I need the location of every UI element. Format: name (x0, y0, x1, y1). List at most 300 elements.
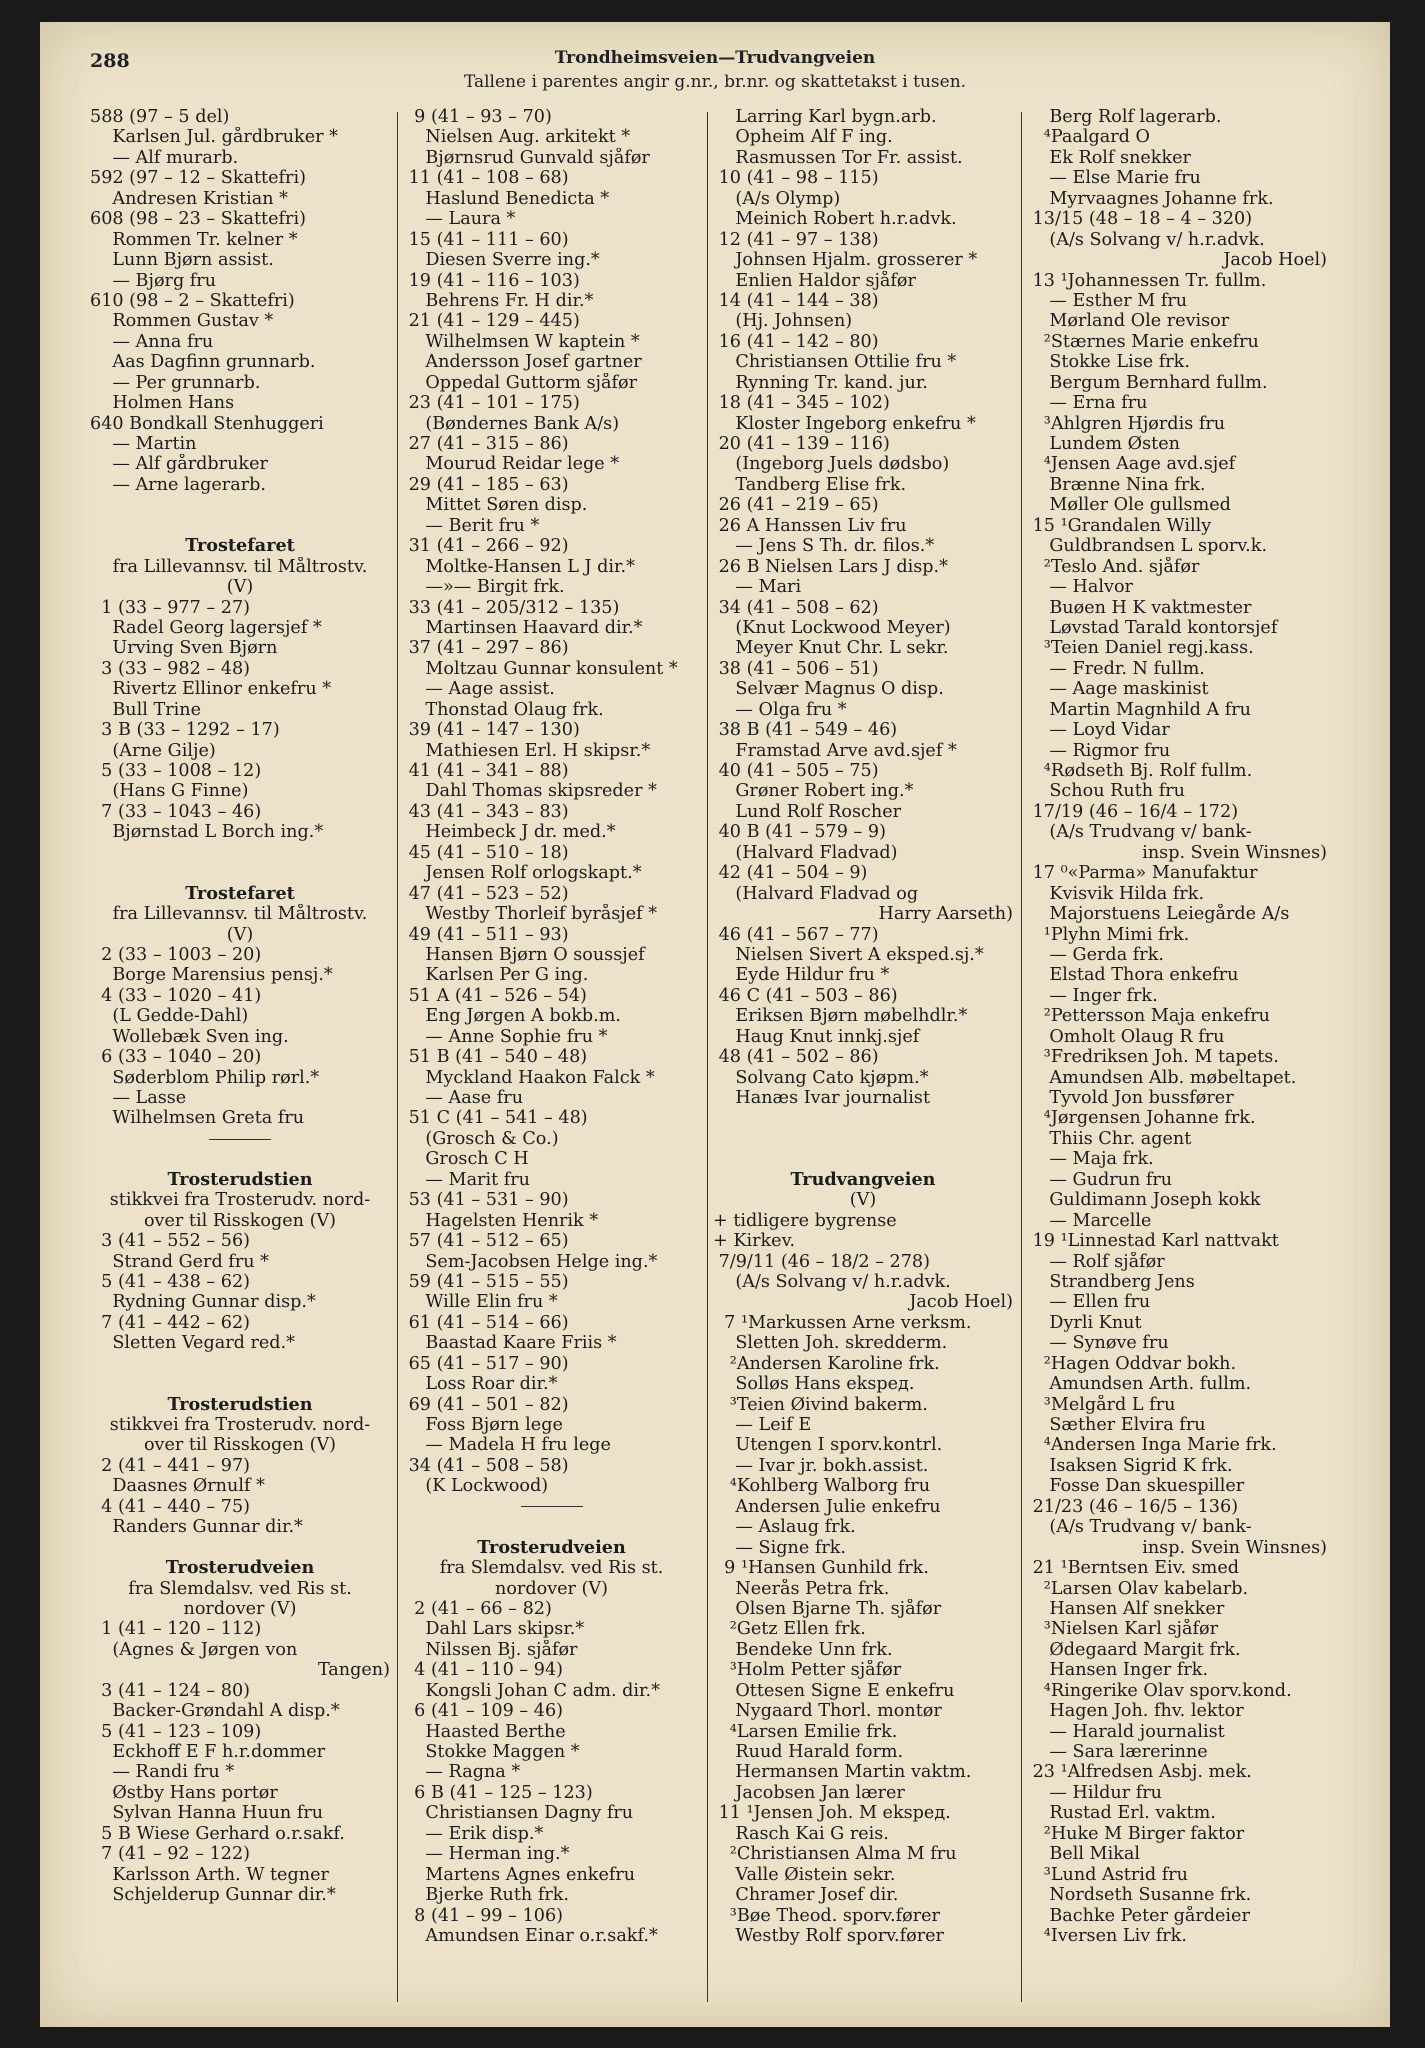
directory-entry: (Hj. Johnsen) (713, 311, 853, 332)
directory-entry: 43 (41 – 343 – 83) (403, 801, 569, 822)
street-description: stikkvei fra Trosterudv. nord- (109, 1190, 371, 1211)
street-heading: Trosterudstien (167, 1394, 313, 1415)
directory-entry: 21 (41 – 129 – 445) (403, 311, 580, 332)
directory-entry: Wollebæk Sven ing. (90, 1026, 289, 1047)
directory-entry: Sletten Joh. skredderm. (713, 1333, 948, 1354)
directory-entry: 14 (41 – 144 – 38) (713, 290, 879, 311)
directory-entry: 13 ¹Johannessen Tr. fullm. (1027, 270, 1267, 291)
directory-entry: — Lasse (90, 1088, 187, 1108)
directory-entry: (A/s Solvang v/ h.r.advk. (1027, 229, 1265, 250)
blank-line (713, 1149, 1013, 1169)
entry-continuation: Jacob Hoel) (1223, 250, 1327, 271)
directory-entry: Bjerke Ruth frk. (403, 1885, 569, 1906)
directory-entry: 3 (33 – 982 – 48) (90, 658, 251, 679)
directory-entry: 48 (41 – 502 – 86) (713, 1047, 879, 1068)
directory-entry: ²Christiansen Alma M fru (713, 1844, 957, 1865)
directory-entry: ³Fredriksen Joh. M tapets. (1027, 1047, 1279, 1068)
directory-entry: 19 (41 – 116 – 103) (403, 270, 580, 291)
directory-entry: — Per grunnarb. (90, 372, 261, 393)
directory-entry: 31 (41 – 266 – 92) (403, 536, 569, 557)
directory-entry: Moltke-Hansen L J dir.* (403, 556, 635, 577)
directory-entry: Myckland Haakon Falck * (403, 1067, 655, 1088)
blank-line (90, 863, 390, 883)
directory-entry: Meyer Knut Chr. L sekr. (713, 638, 949, 659)
directory-entry: —»— Birgit frk. (403, 577, 565, 598)
directory-entry: 51 B (41 – 540 – 48) (403, 1047, 588, 1068)
directory-entry: Østby Hans portør (90, 1782, 278, 1803)
directory-entry: (A/s Trudvang v/ bank- (1027, 1517, 1252, 1538)
directory-entry: — Gerda frk. (1027, 944, 1164, 965)
directory-entry: Wilhelmsen W kaptein * (403, 331, 640, 352)
directory-entry: Grøner Robert ing.* (713, 781, 914, 802)
directory-entry: — Aase fru (403, 1088, 524, 1108)
directory-entry: — Olga fru * (713, 699, 847, 720)
blank-line (713, 1108, 1013, 1128)
directory-entry: Martin Magnhild A fru (1027, 699, 1251, 720)
street-description: fra Slemdalsv. ved Ris st. (439, 1558, 664, 1579)
directory-entry: — Arne lagerarb. (90, 474, 266, 495)
directory-entry: — Else Marie fru (1027, 168, 1201, 189)
directory-entry: Amundsen Einar o.r.sakf.* (403, 1925, 658, 1946)
directory-entry: 4 (41 – 110 – 94) (403, 1660, 564, 1681)
directory-entry: + Kirkev. (713, 1231, 796, 1252)
directory-entry: 7 (41 – 442 – 62) (90, 1312, 251, 1333)
directory-entry: — Aslaug frk. (713, 1517, 856, 1538)
directory-entry: 19 ¹Linnestad Karl nattvakt (1027, 1231, 1279, 1252)
column-divider (397, 112, 398, 2002)
directory-entry: 21 ¹Berntsen Eiv. smed (1027, 1558, 1240, 1579)
directory-entry: 11 ¹Jensen Joh. M ekspeд. (713, 1803, 951, 1824)
directory-entry: 26 B Nielsen Lars J disp.* (713, 556, 948, 577)
directory-entry: Hansen Bjørn O soussjef (403, 944, 645, 965)
directory-entry: Jacobsen Jan lærer (713, 1782, 905, 1803)
directory-entry: ⁴Kohlberg Walborg fru (713, 1476, 931, 1497)
directory-entry: 38 (41 – 506 – 51) (713, 658, 879, 679)
entry-continuation: Harry Aarseth) (878, 904, 1013, 925)
directory-entry: — Halvor (1027, 577, 1133, 598)
directory-entry: Lundem Østen (1027, 434, 1180, 454)
directory-entry: (A/s Olymp) (713, 188, 841, 209)
directory-entry: Framstad Arve avd.sjef * (713, 740, 957, 761)
directory-entry: Jensen Rolf orlogskapt.* (403, 863, 642, 884)
directory-entry: Dyrli Knut (1027, 1312, 1142, 1333)
directory-entry: — Erik disp.* (403, 1823, 544, 1844)
directory-entry: 2 (41 – 441 – 97) (90, 1455, 251, 1476)
directory-entry: ⁴Jensen Aage avd.sjef (1027, 454, 1236, 475)
directory-entry: ³Bøe Theod. sporv.fører (713, 1905, 940, 1926)
directory-entry: 5 (41 – 438 – 62) (90, 1271, 251, 1292)
directory-entry: — Randi fru * (90, 1762, 235, 1783)
directory-entry: Strandberg Jens (1027, 1271, 1195, 1292)
directory-entry: Mørland Ole revisor (1027, 311, 1230, 332)
directory-entry: ²Teslo And. sjåfør (1027, 556, 1200, 577)
directory-entry: Mourud Reidar lege * (403, 454, 620, 475)
directory-entry: Eyde Hildur fru * (713, 965, 890, 986)
directory-entry: 47 (41 – 523 – 52) (403, 883, 569, 904)
directory-entry: Hagen Joh. fhv. lektor (1027, 1701, 1244, 1722)
directory-entry: 51 C (41 – 541 – 48) (403, 1108, 588, 1129)
directory-entry: Lund Rolf Roscher (713, 801, 902, 822)
directory-entry: Lunn Bjørn assist. (90, 250, 274, 271)
directory-entry: — Sara lærerinne (1027, 1742, 1208, 1762)
directory-entry: Bull Trine (90, 699, 201, 720)
directory-entry: Nordseth Susanne frk. (1027, 1885, 1252, 1906)
street-description: over til Risskogen (V) (143, 1210, 337, 1231)
directory-entry: — Jens S Th. dr. filos.* (713, 536, 935, 557)
directory-entry: (Arne Gilje) (90, 740, 216, 761)
directory-entry: Radel Georg lagersjef * (90, 617, 322, 638)
directory-entry: Elstad Thora enkefru (1027, 965, 1239, 986)
directory-entry: — Anne Sophie fru * (403, 1026, 608, 1047)
directory-entry: (Bøndernes Bank A/s) (403, 413, 620, 434)
column-divider (1021, 112, 1022, 2002)
directory-entry: 5 (33 – 1008 – 12) (90, 761, 262, 781)
directory-entry: 46 C (41 – 503 – 86) (713, 985, 898, 1006)
section-divider (403, 1497, 700, 1517)
directory-entry: Hansen Alf snekker (1027, 1598, 1225, 1619)
directory-entry: Myrvaagnes Johanne frk. (1027, 188, 1274, 209)
directory-entry: Thiis Chr. agent (1027, 1128, 1192, 1149)
directory-entry: Andresen Kristian * (90, 188, 288, 209)
directory-entry: — Alf murarb. (90, 147, 239, 168)
directory-entry: — Synøve fru (1027, 1333, 1169, 1354)
directory-entry: Isaksen Sigrid K frk. (1027, 1455, 1233, 1476)
directory-entry: — Ivar jr. bokh.assist. (713, 1455, 929, 1476)
directory-entry: — Anna fru (90, 331, 214, 352)
directory-entry: Sylvan Hanna Huun fru (90, 1803, 324, 1824)
directory-entry: Neerås Petra frk. (713, 1578, 890, 1599)
directory-entry: 20 (41 – 139 – 116) (713, 434, 890, 454)
directory-entry: 3 (41 – 124 – 80) (90, 1680, 251, 1701)
directory-entry: 57 (41 – 512 – 65) (403, 1231, 569, 1252)
directory-entry: Rustad Erl. vaktm. (1027, 1803, 1216, 1824)
blank-line (90, 495, 390, 515)
blank-line (90, 843, 390, 863)
directory-entry: ²Stærnes Marie enkefru (1027, 331, 1259, 352)
directory-entry: Nygaard Thorl. montør (713, 1701, 942, 1722)
street-heading: Trudvangveien (790, 1169, 936, 1190)
directory-entry: Haslund Benedicta * (403, 188, 610, 209)
directory-entry: 21/23 (46 – 16/5 – 136) (1027, 1496, 1239, 1517)
directory-entry: — Rolf sjåfør (1027, 1251, 1165, 1272)
directory-entry: 41 (41 – 341 – 88) (403, 761, 569, 781)
street-description: over til Risskogen (V) (143, 1435, 337, 1456)
directory-entry: Sletten Vegard red.* (90, 1333, 295, 1354)
directory-entry: 6 (33 – 1040 – 20) (90, 1047, 262, 1068)
directory-entry: — Aage assist. (403, 679, 555, 700)
directory-entry: Eriksen Bjørn møbelhdlr.* (713, 1006, 968, 1027)
directory-entry: (Agnes & Jørgen von (90, 1639, 298, 1660)
directory-entry: ⁴Rødseth Bj. Rolf fullm. (1027, 761, 1253, 781)
directory-entry: Ødegaard Margit frk. (1027, 1639, 1241, 1660)
directory-entry: Rivertz Ellinor enkefru * (90, 679, 332, 700)
directory-entry: Meinich Robert h.r.advk. (713, 209, 957, 230)
blank-line (90, 516, 390, 536)
directory-entry: Bachke Peter gårdeier (1027, 1905, 1250, 1926)
directory-entry: 1 (41 – 120 – 112) (90, 1619, 262, 1640)
directory-entry: Hanæs Ivar journalist (713, 1088, 931, 1108)
directory-entry: Karlsen Per G ing. (403, 965, 589, 986)
directory-entry: 69 (41 – 501 – 82) (403, 1394, 569, 1415)
directory-entry: — Fredr. N fullm. (1027, 658, 1205, 679)
directory-entry: 15 (41 – 111 – 60) (403, 229, 569, 250)
directory-entry: — Harald journalist (1027, 1721, 1225, 1742)
directory-entry: 34 (41 – 508 – 58) (403, 1455, 569, 1476)
directory-entry: Thonstad Olaug frk. (403, 699, 604, 720)
street-heading: Trosterudveien (165, 1558, 315, 1579)
directory-entry: — Marcelle (1027, 1210, 1152, 1231)
directory-entry: Bendeke Unn frk. (713, 1639, 893, 1660)
directory-entry: — Aage maskinist (1027, 679, 1209, 700)
directory-entry: Tyvold Jon bussfører (1027, 1088, 1234, 1108)
directory-entry: Rommen Tr. kelner * (90, 229, 298, 250)
directory-entry: ²Andersen Karoline frk. (713, 1353, 940, 1374)
directory-entry: 33 (41 – 205/312 – 135) (403, 597, 620, 618)
blank-line (90, 1149, 390, 1169)
directory-entry: ³Teien Øivind bakerm. (713, 1394, 928, 1415)
directory-entry: 2 (41 – 66 – 82) (403, 1598, 552, 1619)
directory-entry: Schjelderup Gunnar dir.* (90, 1885, 336, 1906)
directory-entry: ³Holm Petter sjåfør (713, 1660, 902, 1681)
directory-entry: 13/15 (48 – 18 – 4 – 320) (1027, 209, 1253, 230)
page-subtitle: Tallene i parentes angir g.nr., br.nr. og skattetakst i tusen. (463, 72, 967, 92)
directory-entry: Bergum Bernhard fullm. (1027, 372, 1268, 393)
directory-entry: ¹Plyhn Mimi frk. (1027, 924, 1190, 945)
street-description: (V) (849, 1190, 877, 1211)
directory-entry: Borge Marensius pensj.* (90, 965, 333, 986)
directory-entry: 40 (41 – 505 – 75) (713, 761, 879, 781)
directory-entry: 588 (97 – 5 del) (90, 107, 230, 127)
blank-line (90, 1354, 390, 1374)
directory-entry: Stokke Maggen * (403, 1742, 580, 1762)
directory-entry: Westby Thorleif byråsjef * (403, 904, 658, 925)
directory-entry: 40 B (41 – 579 – 9) (713, 822, 886, 843)
directory-entry: Omholt Olaug R fru (1027, 1026, 1225, 1047)
column-divider (707, 112, 708, 2002)
directory-entry: Nielsen Sivert A eksped.sj.* (713, 944, 984, 965)
directory-entry: ³Teien Daniel regj.kass. (1027, 638, 1254, 659)
directory-entry: 16 (41 – 142 – 80) (713, 331, 879, 352)
directory-entry: Rynning Tr. kand. jur. (713, 372, 928, 393)
street-description: stikkvei fra Trosterudv. nord- (109, 1415, 371, 1435)
section-divider (90, 1129, 390, 1149)
directory-entry: Andersson Josef gartner (403, 352, 642, 373)
directory-entry: (Hans G Finne) (90, 781, 249, 802)
directory-entry: (A/s Trudvang v/ bank- (1027, 822, 1252, 843)
directory-entry: — Maja frk. (1027, 1149, 1154, 1170)
directory-entry: — Hildur fru (1027, 1782, 1163, 1803)
directory-entry: Johnsen Hjalm. grosserer * (713, 250, 978, 271)
street-description: (V) (226, 577, 254, 598)
directory-entry: 5 (41 – 123 – 109) (90, 1721, 262, 1742)
directory-entry: Daasnes Ørnulf * (90, 1476, 265, 1497)
directory-entry: ³Ahlgren Hjørdis fru (1027, 413, 1226, 434)
directory-entry: Eng Jørgen A bokb.m. (403, 1006, 621, 1027)
directory-entry: Behrens Fr. H dir.* (403, 290, 594, 311)
directory-entry: Løvstad Tarald kontorsjef (1027, 617, 1278, 638)
directory-entry: 42 (41 – 504 – 9) (713, 863, 868, 884)
directory-entry: Loss Roar dir.* (403, 1374, 558, 1395)
directory-entry: 23 (41 – 101 – 175) (403, 393, 580, 414)
directory-entry: — Laura * (403, 209, 516, 230)
page-title: Trondheimsveien—Trudvangveien (554, 48, 876, 68)
directory-entry: Kvisvik Hilda frk. (1027, 883, 1205, 904)
directory-entry: Møller Ole gullsmed (1027, 495, 1231, 516)
directory-entry: Diesen Sverre ing.* (403, 250, 600, 271)
directory-entry: Oppedal Guttorm sjåfør (403, 372, 637, 393)
directory-entry: — Gudrun fru (1027, 1169, 1173, 1190)
directory-entry: Mathiesen Erl. H skipsr.* (403, 740, 651, 761)
directory-entry: ⁴Andersen Inga Marie frk. (1027, 1435, 1277, 1456)
directory-entry: Guldbrandsen L sporv.k. (1027, 536, 1268, 557)
street-description: fra Slemdalsv. ved Ris st. (128, 1578, 352, 1599)
directory-entry: Hagelsten Henrik * (403, 1210, 599, 1231)
entry-continuation: insp. Svein Winsnes) (1142, 1537, 1327, 1558)
street-description: nordover (V) (183, 1598, 297, 1619)
directory-entry: Mittet Søren disp. (403, 495, 588, 516)
directory-entry: Baastad Kaare Friis * (403, 1333, 617, 1354)
directory-entry: Ek Rolf snekker (1027, 147, 1191, 168)
directory-entry: 17 ⁰«Parma» Manufaktur (1027, 863, 1258, 884)
directory-entry: Buøen H K vaktmester (1027, 597, 1252, 618)
directory-entry: Karlsson Arth. W tegner (90, 1864, 329, 1885)
directory-entry: Sem-Jacobsen Helge ing.* (403, 1251, 658, 1272)
directory-entry: ⁴Ringerike Olav sporv.kond. (1027, 1680, 1292, 1701)
directory-entry: Valle Øistein sekr. (713, 1864, 896, 1885)
directory-entry: — Leif E (713, 1415, 812, 1435)
directory-entry: — Mari (713, 577, 802, 598)
directory-entry: 59 (41 – 515 – 55) (403, 1271, 569, 1292)
directory-entry: — Herman ing.* (403, 1844, 570, 1865)
directory-entry: 592 (97 – 12 – Skattefri) (90, 168, 306, 189)
directory-entry: Backer-Grøndahl A disp.* (90, 1701, 340, 1722)
directory-entry: Kongsli Johan C adm. dir.* (403, 1680, 660, 1701)
directory-entry: (Grosch & Co.) (403, 1128, 559, 1149)
directory-entry: 23 ¹Alfredsen Asbj. mek. (1027, 1762, 1252, 1783)
directory-entry: 640 Bondkall Stenhuggeri (90, 413, 324, 434)
directory-entry: Holmen Hans (90, 393, 235, 414)
directory-entry: 7 (33 – 1043 – 46) (90, 801, 262, 822)
directory-entry: 51 A (41 – 526 – 54) (403, 985, 587, 1006)
directory-entry: — Alf gårdbruker (90, 454, 268, 475)
directory-entry: Wille Elin fru * (403, 1292, 558, 1313)
directory-entry: 5 B Wiese Gerhard o.r.sakf. (90, 1823, 345, 1844)
directory-entry: — Marit fru (403, 1169, 531, 1190)
directory-entry: Fosse Dan skuespiller (1027, 1476, 1245, 1497)
directory-entry: Martinsen Haavard dir.* (403, 617, 643, 638)
directory-entry: (A/s Solvang v/ h.r.advk. (713, 1271, 951, 1292)
directory-entry: 610 (98 – 2 – Skattefri) (90, 290, 295, 311)
directory-entry: Dahl Lars skipsr.* (403, 1619, 585, 1640)
directory-entry: Dahl Thomas skipsreder * (403, 781, 657, 802)
directory-entry: 46 (41 – 567 – 77) (713, 924, 879, 945)
entry-continuation: Jacob Hoel) (909, 1292, 1013, 1313)
directory-entry: (L Gedde-Dahl) (90, 1006, 249, 1027)
directory-entry: (Knut Lockwood Meyer) (713, 617, 951, 638)
directory-entry: Strand Gerd fru * (90, 1251, 269, 1272)
directory-entry: Enlien Haldor sjåfør (713, 270, 916, 291)
directory-entry: — Ellen fru (1027, 1292, 1151, 1313)
page-number: 288 (90, 50, 130, 72)
directory-entry: 9 (41 – 93 – 70) (403, 107, 552, 127)
directory-entry: — Loyd Vidar (1027, 720, 1170, 741)
directory-entry: Aas Dagfinn grunnarb. (90, 352, 316, 373)
directory-entry: — Esther M fru (1027, 290, 1188, 311)
directory-entry: 27 (41 – 315 – 86) (403, 434, 569, 454)
directory-entry: (K Lockwood) (403, 1476, 549, 1497)
directory-entry: Sæther Elvira fru (1027, 1415, 1206, 1435)
directory-entry: 18 (41 – 345 – 102) (713, 393, 890, 414)
blank-line (403, 1517, 700, 1537)
directory-entry: Schou Ruth fru (1027, 781, 1185, 802)
entry-continuation: insp. Svein Winsnes) (1142, 842, 1327, 863)
directory-entry: 9 ¹Hansen Gunhild frk. (713, 1558, 929, 1579)
directory-entry: (Halvard Fladvad og (713, 883, 919, 904)
directory-entry: ²Getz Ellen frk. (713, 1619, 866, 1640)
column-3 (713, 107, 1013, 1946)
directory-entry: Rydning Gunnar disp.* (90, 1292, 316, 1313)
column-1 (90, 107, 390, 1906)
directory-entry: 15 ¹Grandalen Willy (1027, 515, 1212, 536)
directory-entry: Westby Rolf sporv.fører (713, 1925, 944, 1946)
directory-entry: — Inger frk. (1027, 985, 1158, 1006)
directory-entry: Nilssen Bj. sjåfør (403, 1639, 578, 1660)
directory-entry: + tidligere bygrense (713, 1210, 897, 1231)
directory-page (40, 22, 1390, 2027)
directory-entry: 12 (41 – 97 – 138) (713, 229, 879, 250)
directory-entry: Eckhoff E F h.r.dommer (90, 1742, 326, 1762)
street-heading: Trosterudveien (477, 1537, 626, 1558)
street-description: fra Lillevannsv. til Måltrostv. (112, 556, 368, 577)
directory-entry: Christiansen Dagny fru (403, 1803, 634, 1824)
directory-entry: Olsen Bjarne Th. sjåfør (713, 1598, 942, 1619)
directory-entry: Guldimann Joseph kokk (1027, 1190, 1261, 1211)
directory-entry: 17/19 (46 – 16/4 – 172) (1027, 801, 1239, 822)
directory-entry: Larring Karl bygn.arb. (713, 107, 937, 127)
blank-line (713, 1129, 1013, 1149)
street-description: fra Lillevannsv. til Måltrostv. (112, 904, 368, 925)
directory-entry: Haug Knut innkj.sjef (713, 1026, 920, 1047)
directory-entry: 6 B (41 – 125 – 123) (403, 1782, 593, 1803)
directory-entry: — Erna fru (1027, 393, 1148, 414)
directory-entry: Søderblom Philip rørl.* (90, 1067, 320, 1088)
directory-entry: Amundsen Alb. møbeltapet. (1027, 1067, 1297, 1088)
directory-entry: 7 (41 – 92 – 122) (90, 1844, 251, 1865)
directory-entry: Rasmussen Tor Fr. assist. (713, 147, 963, 168)
directory-entry: ²Pettersson Maja enkefru (1027, 1006, 1270, 1027)
directory-entry: ³Lund Astrid fru (1027, 1864, 1188, 1885)
directory-entry: 2 (33 – 1003 – 20) (90, 944, 262, 965)
directory-entry: Heimbeck J dr. med.* (403, 822, 616, 843)
directory-entry: 7 ¹Markussen Arne verksm. (713, 1312, 972, 1333)
directory-entry: Chramer Josef dir. (713, 1885, 899, 1906)
street-heading: Trosterudstien (167, 1169, 313, 1190)
directory-entry: Utengen I sporv.kontrl. (713, 1435, 943, 1456)
directory-entry: Grosch C H (403, 1149, 529, 1170)
directory-entry: Andersen Julie enkefru (713, 1496, 941, 1517)
directory-entry: — Ragna * (403, 1762, 521, 1783)
directory-entry: Urving Sven Bjørn (90, 638, 278, 659)
directory-entry: Brænne Nina frk. (1027, 474, 1206, 495)
directory-entry: ⁴Iversen Liv frk. (1027, 1925, 1187, 1946)
directory-entry: — Berit fru * (403, 515, 540, 536)
directory-entry: 11 (41 – 108 – 68) (403, 168, 569, 189)
street-heading: Trostefaret (185, 536, 295, 557)
directory-entry: 65 (41 – 517 – 90) (403, 1353, 569, 1374)
directory-entry: Solløs Hans ekspeд. (713, 1374, 915, 1395)
directory-entry: 39 (41 – 147 – 130) (403, 720, 580, 741)
directory-entry: Stokke Lise frk. (1027, 352, 1190, 373)
